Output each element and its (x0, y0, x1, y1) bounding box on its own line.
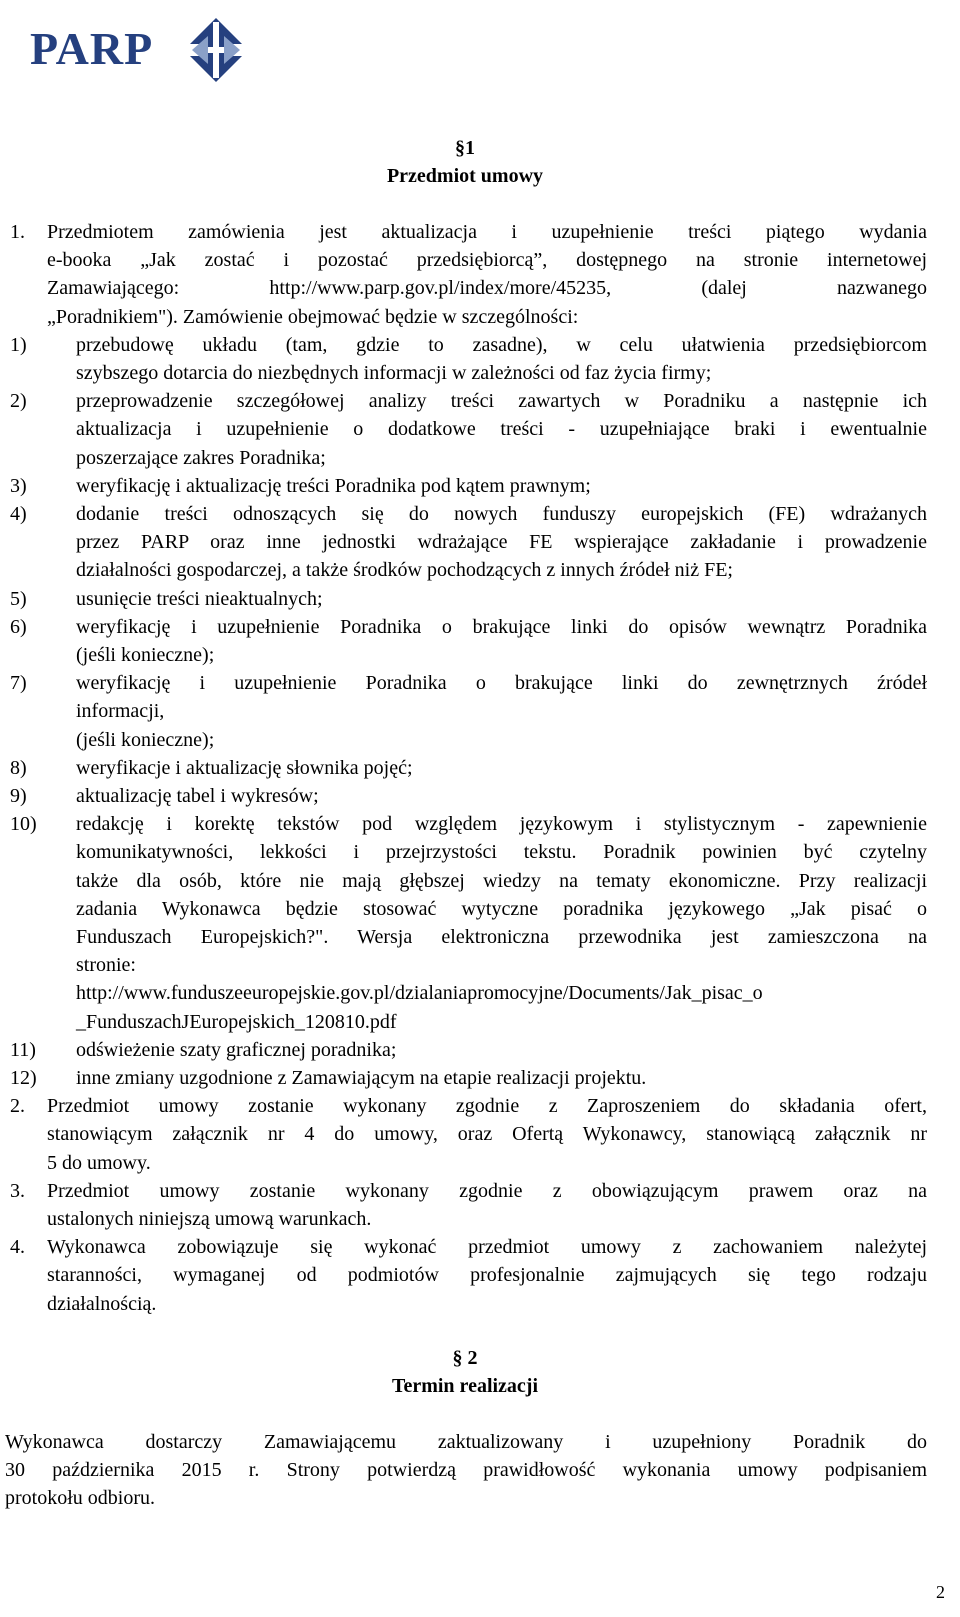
text-line: weryfikacje i aktualizację słownika pojęć; (76, 756, 413, 779)
text-line: 5 do umowy. (47, 1151, 151, 1174)
text-line: aktualizację tabel i wykresów; (76, 785, 319, 807)
text-line: poszerzające zakres Poradnika; (76, 446, 326, 469)
text-line: Przedmiotem zamówienia jest aktualizacja i uzupełnienie treści piątego wydania (47, 221, 927, 243)
text-line: przeprowadzenie szczegółowej analizy treści zawartych w Poradniku a następnie ich (76, 390, 927, 413)
text-line: weryfikację i aktualizację treści Poradnika pod kątem prawnym; (76, 474, 591, 497)
text-line: także dla osób, które nie mają głębszej wiedzy na tematy ekonomiczne. Przy realizacji (76, 869, 927, 892)
sub-item-number: 4) (10, 503, 27, 525)
text-line: Wykonawca dostarczy Zamawiającemu zaktualizowany i uzupełniony Poradnik do (5, 1431, 927, 1453)
text-line: 30 października 2015 r. Strony potwierdzą prawidłowość wykonania umowy podpisaniem (5, 1459, 927, 1482)
item-number: 1. (10, 221, 25, 243)
text-line: protokołu odbioru. (5, 1487, 155, 1510)
text-line: aktualizacja i uzupełnienie o dodatkowe treści - uzupełniające braki i ewentualnie (76, 418, 927, 441)
text-line: Funduszach Europejskich?". Wersja elektroniczna przewodnika jest zamieszczona na (76, 926, 927, 948)
section-symbol: §1 (455, 137, 475, 159)
text-line: stronie: (76, 954, 136, 977)
sub-item-number: 12) (10, 1067, 37, 1089)
page-number: 2 (936, 1582, 945, 1602)
section-title: Termin realizacji (391, 1375, 539, 1397)
text-line: (jeśli konieczne); (76, 644, 215, 666)
sub-item-number: 9) (10, 785, 27, 807)
text-line: _FunduszachJEuropejskich_120810.pdf (76, 1010, 397, 1033)
item-number: 4. (10, 1236, 25, 1259)
text-line: inne zmiany uzgodnione z Zamawiającym na etapie realizacji projektu. (76, 1067, 647, 1089)
text-line: weryfikację i uzupełnienie Poradnika o brakujące linki do opisów wewnątrz Poradnika (76, 615, 927, 638)
logo-text: PARP (30, 23, 154, 74)
text-line: Przedmiot umowy zostanie wykonany zgodnie z obowiązującym prawem oraz na (47, 1179, 927, 1202)
section-symbol: § 2 (452, 1347, 478, 1369)
sub-item-number: 8) (10, 756, 27, 779)
text-line: „Poradnikiem"). Zamówienie obejmować będzie w szczególności: (47, 305, 579, 328)
text-line: przebudowę układu (tam, gdzie to zasadne), w celu ułatwienia przedsiębiorcom (76, 333, 927, 356)
text-line: Zamawiającego: http://www.parp.gov.pl/index/more/45235, (dalej nazwanego (47, 277, 927, 300)
text-line: Wykonawca zobowiązuje się wykonać przedmiot umowy z zachowaniem należytej (47, 1236, 927, 1259)
parp-logo (30, 16, 230, 88)
text-line: e-booka „Jak zostać i pozostać przedsiębiorcą”, dostępnego na stronie internetowej (47, 249, 927, 272)
section-title: Przedmiot umowy (386, 165, 544, 187)
sub-item-number: 1) (10, 333, 27, 356)
text-line: zadania Wykonawca będzie stosować wytyczne poradnika językowego „Jak pisać o (76, 897, 927, 920)
text-line: stanowiącym załącznik nr 4 do umowy, oraz Ofertą Wykonawcy, stanowiącą załącznik nr (47, 1123, 927, 1146)
text-line: działalnością. (47, 1292, 157, 1315)
text-line: działalności gospodarczej, a także środków pochodzących z innych źródeł niż FE; (76, 559, 733, 582)
text-line: weryfikację i uzupełnienie Poradnika o brakujące linki do zewnętrznych źródeł (76, 672, 927, 695)
item-number: 2. (10, 1095, 25, 1118)
sub-item-number: 10) (10, 813, 37, 836)
text-line: Przedmiot umowy zostanie wykonany zgodnie z Zaproszeniem do składania ofert, (47, 1095, 927, 1118)
text-line: przez PARP oraz inne jednostki wdrażające FE wspierające zakładanie i prowadzenie (76, 531, 927, 554)
parp-diamond-arrows-logo-icon (180, 16, 252, 88)
sub-item-number: 2) (10, 390, 27, 413)
text-line: komunikatywności, lekkości i przejrzystości tekstu. Poradnik powinien być czytelny (76, 841, 927, 864)
sub-item-number: 3) (10, 474, 27, 497)
text-line: szybszego dotarcia do niezbędnych informacji w zależności od faz życia firmy; (76, 362, 712, 384)
sub-item-number: 11) (10, 1038, 36, 1061)
sub-item-number: 7) (10, 672, 27, 695)
text-line: odświeżenie szaty graficznej poradnika; (76, 1038, 397, 1061)
text-line: http://www.funduszeeuropejskie.gov.pl/dzialaniapromocyjne/Documents/Jak_pisac_o (76, 982, 763, 1005)
text-line: informacji, (76, 700, 165, 723)
text-line: (jeśli konieczne); (76, 728, 215, 751)
text-line: usunięcie treści nieaktualnych; (76, 587, 323, 610)
sub-item-number: 6) (10, 615, 27, 638)
item-number: 3. (10, 1179, 25, 1202)
text-line: redakcję i korektę tekstów pod względem językowym i stylistycznym - zapewnienie (76, 813, 927, 836)
text-line: ustalonych niniejszą umową warunkach. (47, 1208, 372, 1230)
text-line: staranności, wymaganej od podmiotów profesjonalnie zajmujących się tego rodzaju (47, 1264, 927, 1287)
text-line: dodanie treści odnoszących się do nowych funduszy europejskich (FE) wdrażanych (76, 503, 927, 525)
sub-item-number: 5) (10, 587, 27, 610)
